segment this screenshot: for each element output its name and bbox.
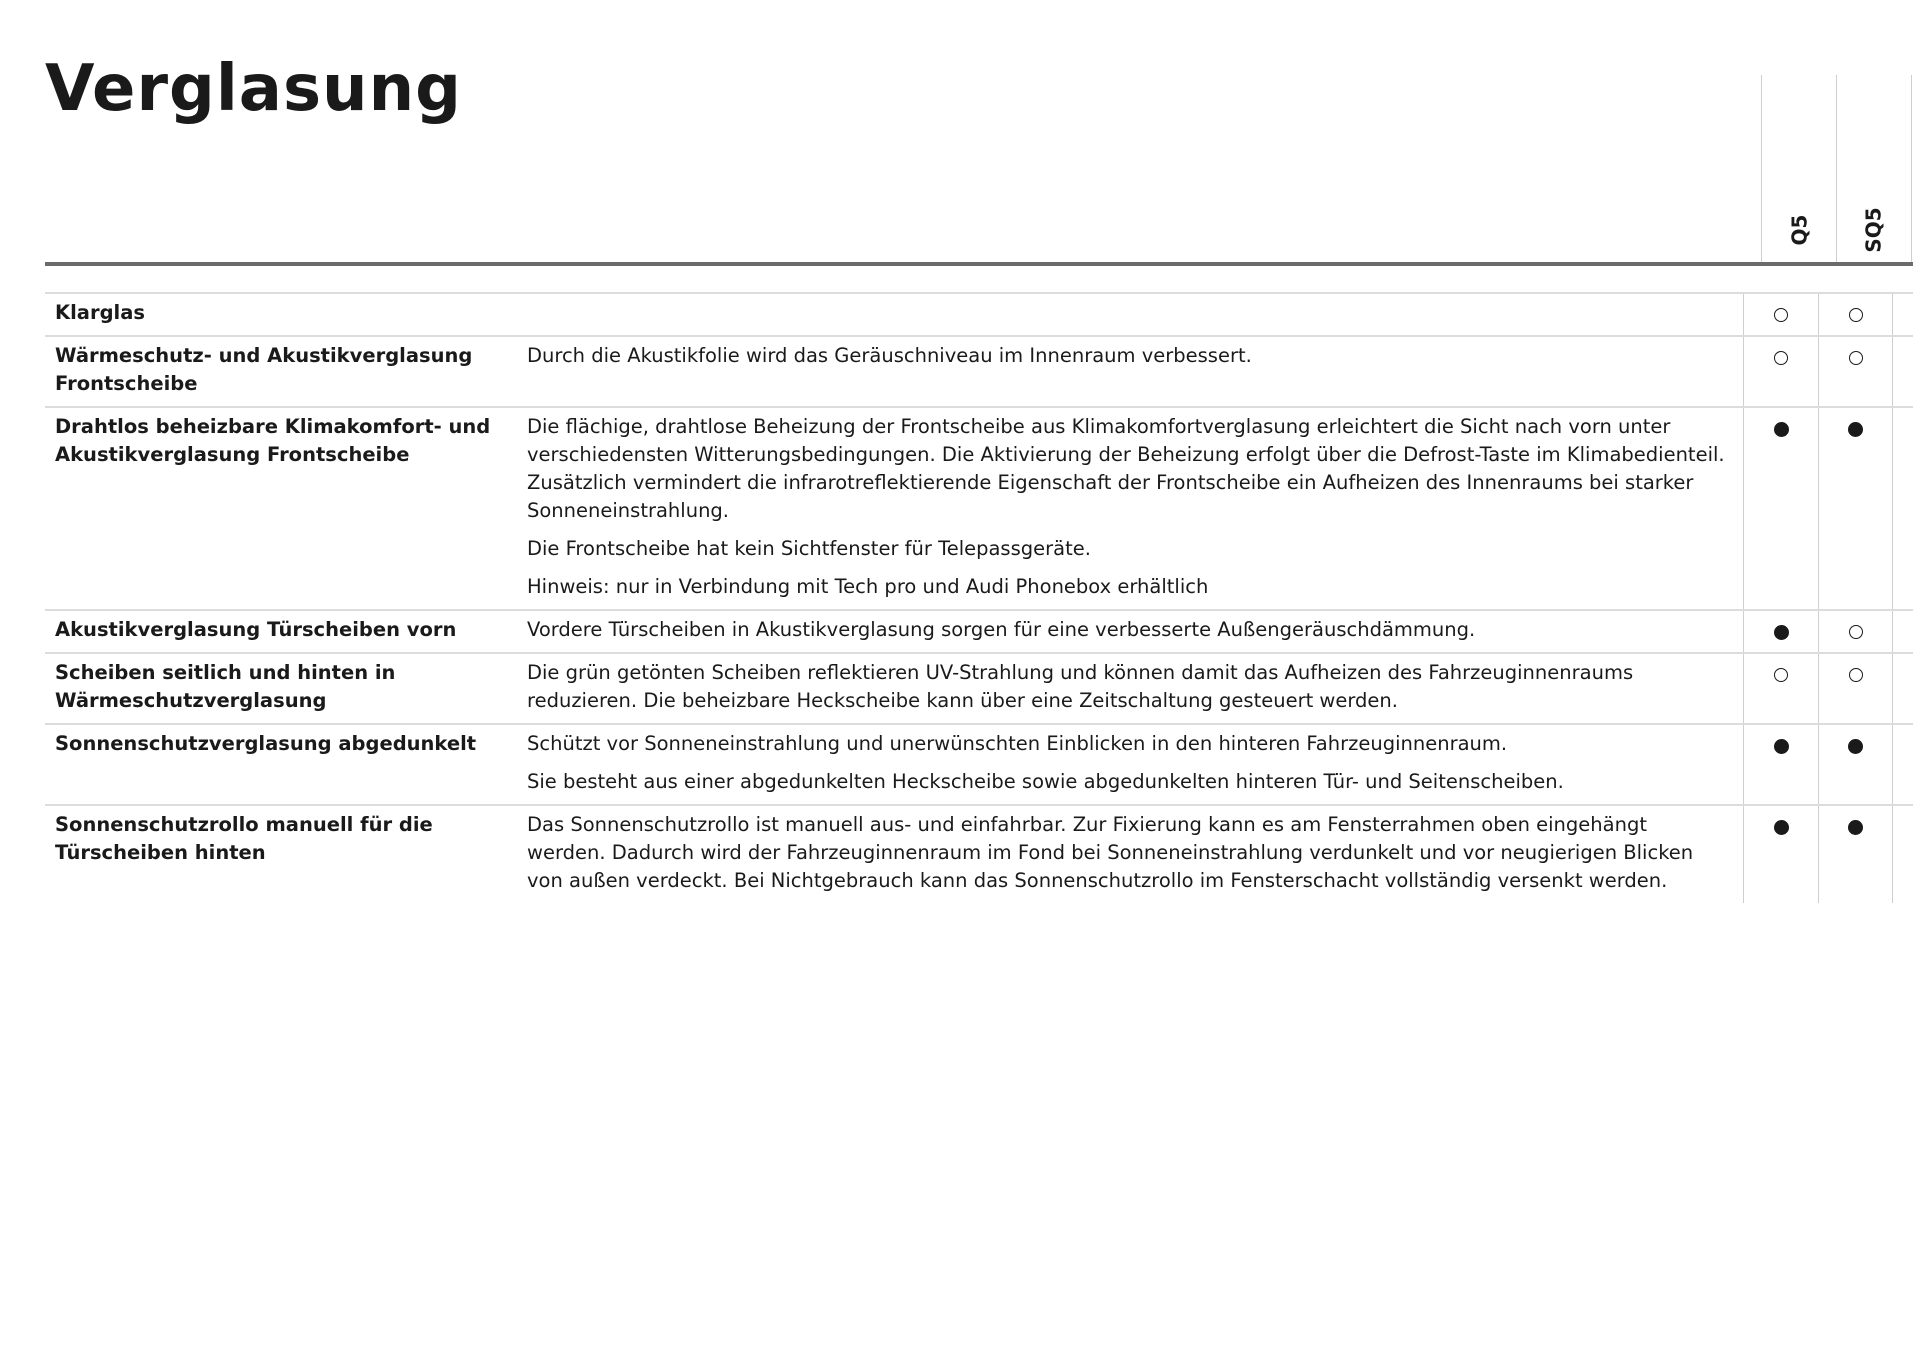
feature-name: Sonnenschutzverglasung abgedunkelt [55, 732, 477, 755]
availability-cell-q5 [1743, 408, 1818, 609]
feature-name: Wärmeschutz- und Akustikverglasung Frontscheibe [55, 344, 473, 395]
table-row [45, 292, 1913, 335]
feature-description [527, 408, 1743, 609]
column-header-label: SQ5 [1861, 207, 1886, 253]
description-paragraph: Die Frontscheibe hat kein Sichtfenster für Telepassgeräte. [527, 537, 1091, 560]
description-paragraph: Durch die Akustikfolie wird das Geräuschniveau im Innenraum verbessert. [527, 344, 1252, 367]
column-header-q5 [1762, 200, 1836, 260]
feature-name: Akustikverglasung Türscheiben vorn [55, 618, 457, 641]
feature-name: Drahtlos beheizbare Klimakomfort- und Akustikverglasung Frontscheibe [55, 415, 491, 466]
description-paragraph: Hinweis: nur in Verbindung mit Tech pro und Audi Phonebox erhältlich [527, 575, 1209, 598]
availability-cell-q5 [1743, 806, 1818, 903]
table-row [45, 609, 1913, 652]
table-row [45, 335, 1913, 406]
availability-cell-q5 [1743, 725, 1818, 804]
open-circle-icon [1774, 668, 1788, 682]
open-circle-icon [1849, 351, 1863, 365]
open-circle-icon [1774, 351, 1788, 365]
description-paragraph: Die flächige, drahtlose Beheizung der Frontscheibe aus Klimakomfortverglasung erleichtert die Sicht nach vorn unter verschiedensten Witterungsbedingungen. Die Aktivierung der Beheizung erfolgt über die Defrost-Taste im Klimabedienteil. Zusätzlich vermindert die infrarotreflektierende Eigenschaft der Frontscheibe ein Aufheizen des Innenraums bei starker Sonneneinstrahlung. [527, 415, 1725, 522]
feature-description [527, 654, 1743, 723]
filled-dot-icon [1774, 820, 1789, 835]
table-row [45, 723, 1913, 804]
feature-description [527, 294, 1743, 335]
availability-cell-q5 [1743, 654, 1818, 723]
availability-cell-sq5 [1818, 806, 1893, 903]
availability-cell-q5 [1743, 294, 1818, 335]
description-paragraph: Schützt vor Sonneneinstrahlung und unerwünschten Einblicken in den hinteren Fahrzeuginnenraum. [527, 732, 1508, 755]
feature-name: Scheiben seitlich und hinten in Wärmeschutzverglasung [55, 661, 396, 712]
column-header-label: Q5 [1786, 214, 1811, 246]
feature-description [527, 611, 1743, 652]
description-paragraph: Das Sonnenschutzrollo ist manuell aus- und einfahrbar. Zur Fixierung kann es am Fensterrahmen oben eingehängt werden. Dadurch wird der Fahrzeuginnenraum im Fond bei Sonneneinstrahlung verdunkelt und vor neugierigen Blicken von außen verdeckt. Bei Nichtgebrauch kann das Sonnenschutzrollo im Fensterschacht vollständig versenkt werden. [527, 813, 1694, 892]
availability-cell-q5 [1743, 611, 1818, 652]
open-circle-icon [1849, 308, 1863, 322]
table-row [45, 652, 1913, 723]
feature-name: Klarglas [55, 301, 145, 324]
availability-cell-sq5 [1818, 294, 1893, 335]
filled-dot-icon [1848, 820, 1863, 835]
header-rule [45, 262, 1913, 266]
feature-name: Sonnenschutzrollo manuell für die Türscheiben hinten [55, 813, 433, 864]
availability-cell-q5 [1743, 337, 1818, 406]
page-title: Verglasung [45, 52, 462, 126]
open-circle-icon [1849, 625, 1863, 639]
filled-dot-icon [1848, 739, 1863, 754]
feature-description [527, 725, 1743, 804]
feature-description [527, 337, 1743, 406]
filled-dot-icon [1774, 422, 1789, 437]
open-circle-icon [1774, 308, 1788, 322]
availability-cell-sq5 [1818, 337, 1893, 406]
table-row [45, 804, 1913, 903]
description-paragraph: Die grün getönten Scheiben reflektieren UV-Strahlung und können damit das Aufheizen des Fahrzeuginnenraums reduzieren. Die beheizbare Heckscheibe kann über eine Zeitschaltung gesteuert werden. [527, 661, 1634, 712]
availability-cell-sq5 [1818, 654, 1893, 723]
column-header-sq5 [1837, 200, 1911, 260]
description-paragraph: Sie besteht aus einer abgedunkelten Heckscheibe sowie abgedunkelten hinteren Tür- und Seitenscheiben. [527, 770, 1564, 793]
availability-cell-sq5 [1818, 725, 1893, 804]
filled-dot-icon [1774, 739, 1789, 754]
column-divider [1911, 75, 1912, 262]
availability-cell-sq5 [1818, 611, 1893, 652]
filled-dot-icon [1774, 625, 1789, 640]
availability-cell-sq5 [1818, 408, 1893, 609]
feature-description [527, 806, 1743, 903]
filled-dot-icon [1848, 422, 1863, 437]
open-circle-icon [1849, 668, 1863, 682]
feature-table [45, 292, 1913, 903]
description-paragraph: Vordere Türscheiben in Akustikverglasung sorgen für eine verbesserte Außengeräuschdämmung. [527, 618, 1476, 641]
table-row [45, 406, 1913, 609]
